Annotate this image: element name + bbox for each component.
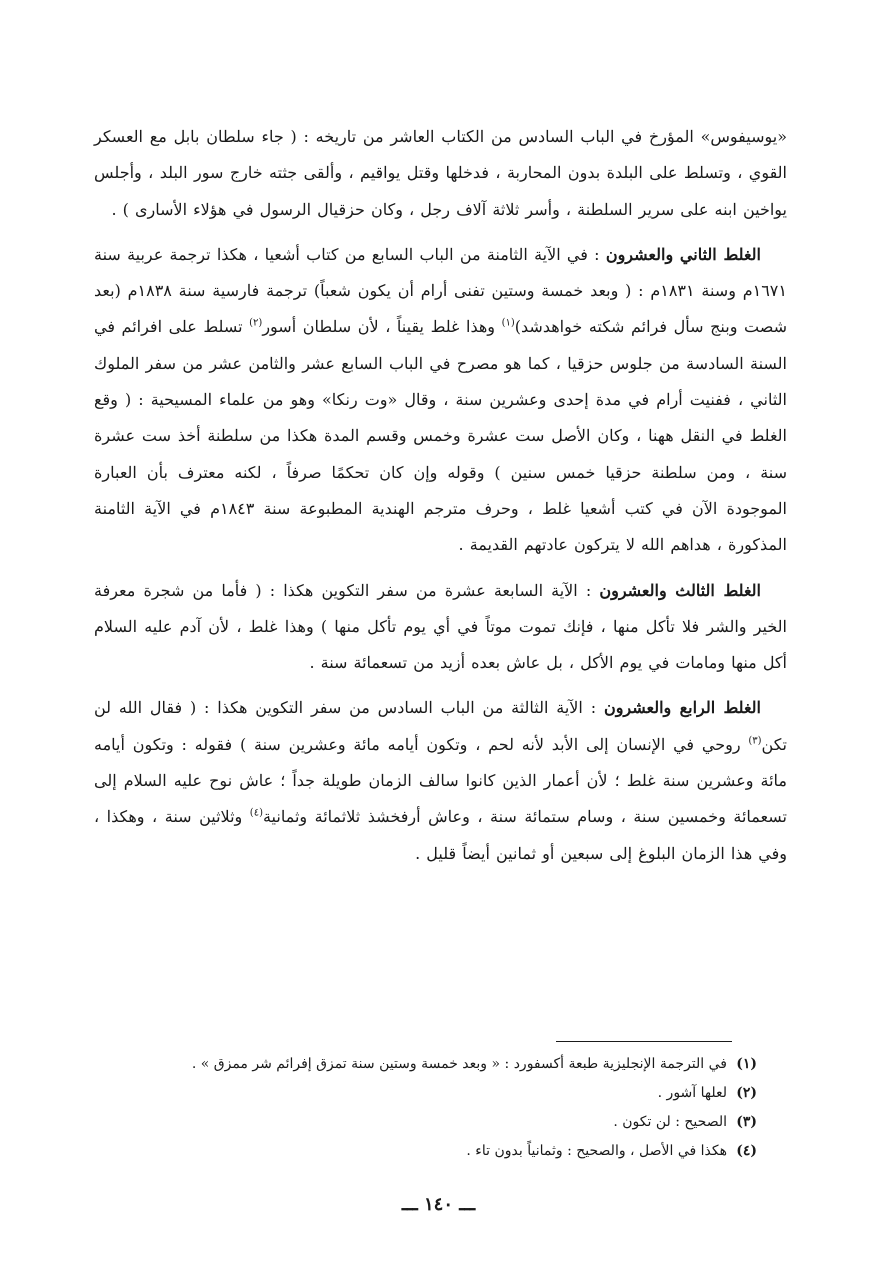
footnote-1	[92, 1050, 757, 1079]
paragraph-text: وهذا غلط يقيناً ، لأن سلطان أسور	[262, 317, 502, 337]
footnote-4	[92, 1137, 757, 1166]
error-24-heading: الغلط الرابع والعشرون	[603, 698, 761, 718]
footnote-2	[92, 1079, 757, 1108]
footnote-ref-2[interactable]: (٢)	[249, 318, 263, 330]
paragraph-error-23	[94, 573, 787, 682]
paragraph-text: تسلط على افرائم في السنة السادسة من جلوس حزقيا ، كما هو مصرح في الباب السابع عشر والثامن عشر من سفر الملوك الثاني ، ففنيت أرام في مدة إحدى وعشرين سنة ، وقال «وت رنكا» وهو من علماء المسيحية : ( وقع الغلط في النقل ههنا ، وكان الأصل ست عشرة وخمس وقسم المدة هكذا من سلطنة أخذ ست عشرة سنة ، ومن سلطنة حزقيا خمس سنين ) وقوله وإن كان تحكمًا صرفاً ، لكنه معترف بأن العبارة الموجودة الآن في كتب أشعيا غلط ، وحرف مترجم الهندية المطبوعة سنة ١٨٤٣م في الآية الثامنة المذكورة ، هداهم الله لا يتركون عادتهم القديمة .	[94, 317, 788, 555]
page-number: ـــ ١٤٠ ـــ	[401, 1194, 476, 1215]
footnote-3	[92, 1108, 757, 1137]
main-text	[94, 119, 787, 872]
error-22-heading: الغلط الثاني والعشرون	[605, 244, 761, 264]
footnote-number: (٢)	[736, 1085, 757, 1101]
paragraph-error-22	[94, 237, 787, 564]
paragraph-yosephus-quote	[94, 119, 787, 228]
paragraph-text: روحي في الإنسان إلى الأبد لأنه لحم ، وتكون أيامه مائة وعشرين سنة ) فقوله : وتكون أيامه مائة وعشرين سنة غلط ؛ لأن أعمار الذين كانوا سالف الزمان طويلة جداً ؛ عاش نوح عليه السلام إلى تسعمائة وخمسين سنة ، وسام ستمائة سنة ، وعاش أرفخشذ ثلاثمائة وثمانية	[94, 734, 787, 827]
paragraph-text: : الآية الثالثة من الباب السادس من سفر التكوين هكذا : ( فقال الله لن تكن	[94, 698, 787, 754]
footnote-text: الصحيح : لن تكون .	[613, 1114, 727, 1130]
footnote-ref-3[interactable]: (٣)	[748, 735, 762, 747]
footnote-number: (٤)	[736, 1143, 757, 1159]
footnote-number: (١)	[736, 1056, 757, 1072]
footnote-ref-4[interactable]: (٤)	[249, 808, 263, 820]
paragraph-text: : في الآية الثامنة من الباب السابع من كتاب أشعيا ، هكذا ترجمة عربية سنة ١٦٧١م وسنة ١٨٣١م : ( وبعد خمسة وستين تفنى أرام أن يكون شعباً) ترجمة فارسية سنة ١٨٣٨م (بعد شصت وبنج سأل فرائم شكته خواهدشد)	[94, 244, 788, 337]
error-23-heading: الغلط الثالث والعشرون	[599, 580, 761, 600]
footnote-text: هكذا في الأصل ، والصحيح : وثمانياً بدون تاء .	[466, 1143, 727, 1159]
paragraph-text: «يوسيفوس» المؤرخ في الباب السادس من الكتاب العاشر من تاريخه : ( جاء سلطان بابل مع العسكر القوي ، وتسلط على البلدة بدون المحاربة ، فدخلها وقتل يواقيم ، وألقى جثته خارج سور البلد ، وأجلس يواخين ابنه على سرير السلطنة ، وأسر ثلاثة آلاف رجل ، وكان حزقيال الرسول في هؤلاء الأسارى ) .	[94, 127, 787, 219]
footnote-text: في الترجمة الإنجليزية طبعة أكسفورد : « وبعد خمسة وستين سنة تمزق إفرائم شر ممزق » .	[191, 1056, 727, 1072]
footnotes	[92, 1050, 757, 1166]
footnote-number: (٣)	[736, 1114, 757, 1130]
paragraph-text: : الآية السابعة عشرة من سفر التكوين هكذا : ( فأما من شجرة معرفة الخير والشر فلا تأكل منها ، فإنك تموت موتاً في أي يوم تأكل منها ) وهذا غلط ، لأن آدم عليه السلام أكل منها ومامات في يوم الأكل ، بل عاش بعده أزيد من تسعمائة سنة .	[94, 580, 787, 673]
footnote-divider	[556, 1041, 732, 1042]
footnote-ref-1[interactable]: (١)	[501, 318, 515, 330]
paragraph-text: وثلاثين سنة ، وهكذا ، وفي هذا الزمان البلوغ إلى سبعين أو ثمانين أيضاً قليل .	[94, 807, 787, 863]
paragraph-error-24	[94, 690, 787, 871]
footnote-text: لعلها آشور .	[657, 1085, 727, 1101]
